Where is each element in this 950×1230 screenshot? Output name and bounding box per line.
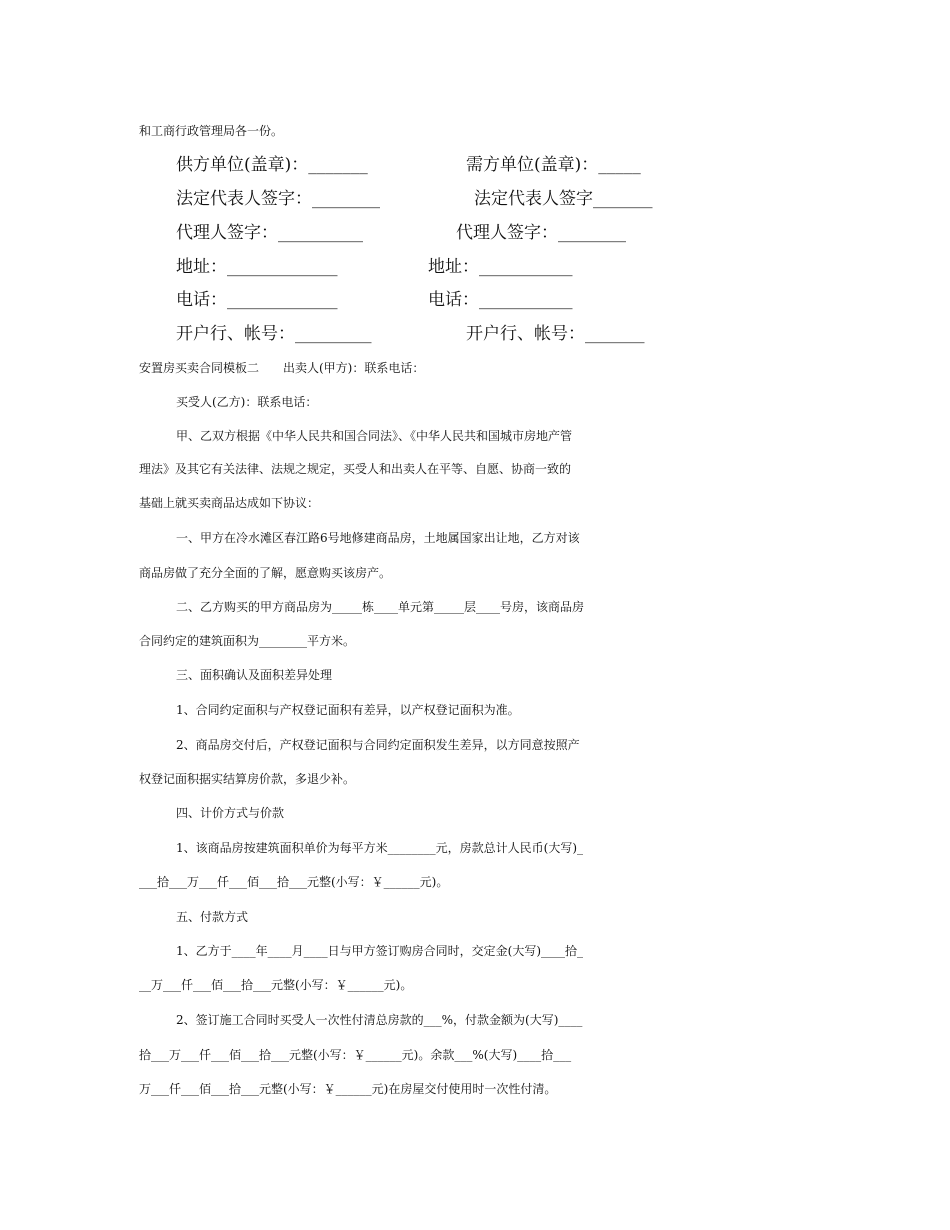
buyer-representative-field: 法定代表人签字_______ (474, 189, 653, 209)
section-heading: 五、付款方式 (176, 910, 249, 924)
signature-row-bank (176, 323, 816, 345)
buyer-party-line: 买受人(乙方)：联系电话： (176, 395, 318, 409)
paragraph-line: 和工商行政管理局各一份。 (139, 124, 284, 138)
supplier-agent-field: 代理人签字：__________ (176, 223, 363, 243)
supplier-representative-field: 法定代表人签字：________ (176, 189, 380, 209)
clause-line: ___拾___万___仟___佰___拾___元整(小写：￥______元)。 (139, 875, 449, 889)
buyer-agent-field: 代理人签字：________ (456, 223, 626, 243)
clause-line: 一、甲方在冷水滩区春江路6号地修建商品房，土地属国家出让地，乙方对该 (176, 531, 580, 545)
template-two-heading: 安置房买卖合同模板二 出卖人(甲方)：联系电话： (139, 361, 425, 375)
clause-line: 1、合同约定面积与产权登记面积有差异，以产权登记面积为准。 (176, 703, 520, 717)
supplier-phone-field: 电话：_____________ (176, 290, 338, 310)
clause-line: 1、乙方于____年____月____日与甲方签订购房合同时，交定金(大写)____拾_ (176, 944, 584, 958)
buyer-address-field: 地址：___________ (428, 257, 573, 277)
clause-line: 2、签订施工合同时买受人一次性付清总房款的___%，付款金额为(大写)____ (176, 1013, 583, 1027)
clause-line: 万___仟___佰___拾___元整(小写：￥______元)在房屋交付使用时一次性付清。 (139, 1082, 557, 1096)
signature-row-phone (176, 289, 816, 311)
buyer-bank-field: 开户行、帐号：_______ (466, 324, 645, 344)
supplier-address-field: 地址：_____________ (176, 257, 338, 277)
clause-line: 合同约定的建筑面积为________平方米。 (139, 634, 356, 648)
buyer-seal-field: 需方单位(盖章)：_____ (466, 155, 641, 175)
signature-row-address (176, 256, 816, 278)
clause-line: 权登记面积据实结算房价款，多退少补。 (139, 772, 356, 786)
supplier-bank-field: 开户行、帐号：_________ (176, 324, 372, 344)
signature-row-seal (176, 154, 816, 176)
clause-line: 二、乙方购买的甲方商品房为_____栋____单元第_____层____号房，该商品房 (176, 600, 585, 614)
clause-line: 1、该商品房按建筑面积单价为每平方米________元，房款总计人民币(大写)_ (176, 841, 584, 855)
signature-row-agent (176, 222, 816, 244)
clause-line: __万___仟___佰___拾___元整(小写：￥______元)。 (139, 978, 413, 992)
supplier-seal-field: 供方单位(盖章)：_______ (176, 155, 368, 175)
section-heading: 四、计价方式与价款 (176, 806, 285, 820)
buyer-phone-field: 电话：___________ (428, 290, 573, 310)
clause-line: 拾___万___仟___佰___拾___元整(小写：￥______元)。余款___%(大写)____拾___ (139, 1048, 572, 1062)
clause-line: 商品房做了充分全面的了解，愿意购买该房产。 (139, 566, 392, 580)
paragraph-line: 基础上就买卖商品达成如下协议： (139, 496, 320, 510)
paragraph-line: 甲、乙双方根据《中华人民共和国合同法》、《中华人民共和国城市房地产管 (176, 429, 573, 443)
clause-line: 2、商品房交付后，产权登记面积与合同约定面积发生差异，以方同意按照产 (176, 738, 580, 752)
paragraph-line: 理法》及其它有关法律、法规之规定，买受人和出卖人在平等、自愿、协商一致的 (139, 462, 572, 476)
signature-row-representative (176, 188, 816, 210)
section-heading: 三、面积确认及面积差异处理 (176, 668, 333, 682)
